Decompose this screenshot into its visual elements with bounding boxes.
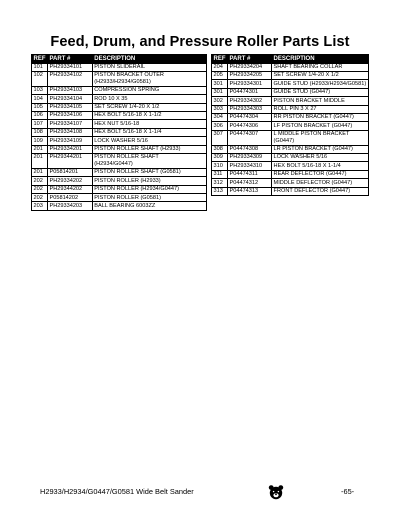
description-cell <box>92 120 206 128</box>
table-row <box>32 111 207 119</box>
header-ref: REF <box>33 55 46 62</box>
part-number-cell-text: PH29334102 <box>49 72 83 79</box>
ref-cell-text: 109 <box>33 137 43 144</box>
table-row <box>212 122 369 130</box>
description-cell-text: HEX NUT 5/16-18 <box>94 120 140 127</box>
description-cell <box>92 111 206 119</box>
ref-cell-text: 108 <box>33 129 43 136</box>
ref-cell-text: 201 <box>33 146 43 153</box>
part-number-cell <box>48 137 93 145</box>
table-header-row <box>32 55 207 64</box>
ref-cell <box>212 153 228 161</box>
ref-cell <box>32 120 48 128</box>
part-number-cell-text: PH29334108 <box>49 129 83 136</box>
table-row <box>212 80 369 88</box>
ref-cell-text: 307 <box>213 131 223 138</box>
description-cell-text: FRONT DEFLECTOR (G0447) <box>273 188 351 195</box>
part-number-cell <box>48 103 93 111</box>
description-cell <box>272 130 369 145</box>
part-number-cell <box>228 162 272 170</box>
ref-cell <box>212 63 228 71</box>
description-cell-text: ROD 10 X 35 <box>94 95 128 102</box>
part-number-cell-text: PH29334104 <box>49 95 83 102</box>
part-number-cell-text: PH29334106 <box>49 112 83 119</box>
description-cell <box>92 202 206 210</box>
description-cell <box>92 128 206 136</box>
ref-cell <box>212 130 228 145</box>
part-number-cell-text: PH29334201 <box>49 146 83 153</box>
table-row <box>212 105 369 113</box>
description-cell-text: PISTON ROLLER (G0581) <box>94 194 161 201</box>
description-cell <box>92 194 206 202</box>
part-number-cell <box>228 153 272 161</box>
description-cell <box>272 97 369 105</box>
table-row <box>212 97 369 105</box>
ref-cell-text: 301 <box>213 80 223 87</box>
description-cell <box>92 86 206 94</box>
description-cell-text: PISTON ROLLER SHAFT (G0581) <box>94 169 181 176</box>
part-number-cell <box>228 88 272 96</box>
part-number-cell <box>228 80 272 88</box>
part-number-cell-text: PH29334103 <box>49 87 83 94</box>
ref-cell-text: 201 <box>33 154 43 161</box>
ref-cell <box>32 71 48 86</box>
part-number-cell-text: PH29334205 <box>229 72 263 79</box>
part-number-cell-text: P04474312 <box>229 179 259 186</box>
part-number-cell-text: PH29344201 <box>49 154 83 161</box>
part-number-cell <box>228 113 272 121</box>
description-cell-text: PISTON ROLLER (H2934/G0447) <box>94 186 180 193</box>
part-number-cell <box>228 63 272 71</box>
ref-cell-text: 308 <box>213 146 223 153</box>
part-number-cell-text: P04474313 <box>229 188 259 195</box>
description-cell <box>272 80 369 88</box>
description-cell <box>272 71 369 79</box>
description-cell-text: HEX BOLT 5/16-18 X 1-1/4 <box>94 129 162 136</box>
description-cell-text: MIDDLE DEFLECTOR (G0447) <box>273 179 353 186</box>
part-number-cell-text: PH29334303 <box>229 106 263 113</box>
ref-cell-text: 303 <box>213 106 223 113</box>
part-number-cell-text: PH29334109 <box>49 137 83 144</box>
description-cell-text: LF PISTON BRACKET (G0447) <box>273 122 353 129</box>
part-number-cell <box>48 86 93 94</box>
part-number-cell-text: PH29334302 <box>229 97 263 104</box>
description-cell-text: SHAFT BEARING COLLAR <box>273 64 343 70</box>
ref-cell <box>32 168 48 176</box>
part-number-cell <box>48 168 93 176</box>
ref-cell-text: 104 <box>33 95 43 102</box>
table-row <box>212 113 369 121</box>
ref-cell-text: 101 <box>33 64 43 70</box>
header-description: DESCRIPTION <box>272 55 369 64</box>
description-cell-text: PISTON ROLLER (H2933) <box>94 177 161 184</box>
ref-cell <box>212 179 228 187</box>
part-number-cell-text: PH29334101 <box>49 64 83 70</box>
header-description: DESCRIPTION <box>92 55 206 64</box>
table-row <box>32 194 207 202</box>
description-cell-text: COMPRESSION SPRING <box>94 87 160 94</box>
part-number-cell <box>48 63 93 71</box>
description-cell-text: HEX BOLT 5/16-18 X 1-1/4 <box>273 162 341 169</box>
ref-cell <box>32 185 48 193</box>
part-number-cell <box>48 120 93 128</box>
part-number-cell <box>48 177 93 185</box>
ref-cell <box>32 194 48 202</box>
part-number-cell-text: PH29334107 <box>49 120 83 127</box>
ref-cell-text: 301 <box>213 89 223 96</box>
description-cell-text: HEX BOLT 5/16-18 X 1-1/2 <box>94 112 162 119</box>
ref-cell-text: 106 <box>33 112 43 119</box>
part-number-cell <box>48 153 93 168</box>
description-cell <box>92 185 206 193</box>
footer-model-text: H2933/H2934/G0447/G0581 Wide Belt Sander <box>40 487 194 496</box>
ref-cell <box>32 202 48 210</box>
part-number-cell <box>48 71 93 86</box>
part-number-cell <box>228 187 272 195</box>
part-number-cell <box>228 71 272 79</box>
description-line-2: (G0447) <box>273 137 295 144</box>
description-cell <box>92 95 206 103</box>
table-row <box>32 103 207 111</box>
description-line-2: (H2934/G0447) <box>94 160 133 167</box>
page-title: Feed, Drum, and Pressure Roller Parts List <box>50 34 350 50</box>
ref-cell-text: 312 <box>213 179 223 186</box>
description-cell-text: ROLL PIN 3 X 27 <box>273 106 317 113</box>
ref-cell <box>212 88 228 96</box>
ref-cell <box>32 153 48 168</box>
table-row <box>212 187 369 195</box>
description-cell-text: GUIDE STUD (G0447) <box>273 89 331 96</box>
ref-cell <box>32 111 48 119</box>
part-number-cell-text: P05814201 <box>49 169 79 176</box>
parts-table-left <box>31 54 207 211</box>
ref-cell-text: 202 <box>33 177 43 184</box>
part-number-cell-text: PH29334203 <box>49 202 83 209</box>
table-row <box>32 71 207 86</box>
description-cell <box>272 63 369 71</box>
table-row <box>32 153 207 168</box>
ref-cell <box>32 95 48 103</box>
part-number-cell-text: P04474308 <box>229 146 259 153</box>
description-cell-text: PISTON SLIDERAIL <box>94 64 146 70</box>
ref-cell-text: 202 <box>33 186 43 193</box>
ref-cell <box>212 122 228 130</box>
part-number-cell-text: P04474311 <box>229 171 258 178</box>
ref-cell <box>212 113 228 121</box>
description-cell-text: PISTON BRACKET MIDDLE <box>273 97 345 104</box>
ref-cell <box>32 63 48 71</box>
part-number-cell-text: PH29344202 <box>49 186 83 193</box>
description-cell <box>272 153 369 161</box>
part-number-cell <box>48 185 93 193</box>
ref-cell-text: 306 <box>213 122 223 129</box>
description-cell <box>272 179 369 187</box>
description-cell-text: PISTON ROLLER SHAFT (H2933) <box>94 146 181 153</box>
description-line-2: (H2933/H2934/G0581) <box>94 78 151 85</box>
page-number: -65- <box>341 487 355 496</box>
description-cell-text: PISTON ROLLER SHAFT <box>94 154 159 161</box>
description-cell <box>92 177 206 185</box>
table-row <box>212 63 369 71</box>
ref-cell-text: 204 <box>213 64 223 70</box>
table-row <box>212 145 369 153</box>
table-row <box>32 137 207 145</box>
ref-cell-text: 202 <box>33 194 43 201</box>
part-number-cell <box>228 170 272 178</box>
table-row <box>32 128 207 136</box>
header-ref: REF <box>213 55 226 62</box>
part-number-cell-text: P04474301 <box>229 89 259 96</box>
part-number-cell-text: P04474307 <box>229 131 259 138</box>
part-number-cell <box>48 111 93 119</box>
ref-cell <box>212 105 228 113</box>
description-cell <box>272 105 369 113</box>
part-number-cell <box>228 122 272 130</box>
table-row <box>32 185 207 193</box>
part-number-cell <box>48 194 93 202</box>
part-number-cell <box>228 105 272 113</box>
description-cell-text: SET SCREW 1/4-20 X 1/2 <box>94 104 160 111</box>
ref-cell <box>32 177 48 185</box>
ref-cell <box>32 103 48 111</box>
description-cell <box>272 122 369 130</box>
part-number-cell-text: P05814202 <box>49 194 79 201</box>
description-cell <box>92 153 206 168</box>
ref-cell-text: 205 <box>213 72 223 79</box>
part-number-cell <box>48 202 93 210</box>
parts-table-right <box>211 54 369 196</box>
bear-logo-icon <box>268 484 284 500</box>
header-part: PART # <box>228 55 272 64</box>
description-cell <box>272 145 369 153</box>
part-number-cell-text: PH29334310 <box>229 162 263 169</box>
ref-cell-text: 309 <box>213 154 223 161</box>
ref-cell <box>32 145 48 153</box>
ref-cell <box>212 162 228 170</box>
table-row <box>32 86 207 94</box>
description-cell-text: SET SCREW 1/4-20 X 1/2 <box>273 72 339 79</box>
description-cell-text: REAR DEFLECTOR (G0447) <box>273 171 347 178</box>
part-number-cell <box>48 128 93 136</box>
description-cell <box>272 88 369 96</box>
part-number-cell-text: P04474306 <box>229 122 259 129</box>
table-row <box>212 88 369 96</box>
table-row <box>212 153 369 161</box>
part-number-cell <box>228 145 272 153</box>
ref-cell-text: 102 <box>33 72 43 79</box>
description-cell <box>92 103 206 111</box>
ref-cell-text: 304 <box>213 114 223 121</box>
ref-cell-text: 302 <box>213 97 223 104</box>
ref-cell-text: 105 <box>33 104 43 111</box>
description-cell <box>272 170 369 178</box>
table-row <box>32 63 207 71</box>
ref-cell <box>32 128 48 136</box>
ref-cell-text: 313 <box>213 188 223 195</box>
ref-cell-text: 103 <box>33 87 43 94</box>
description-cell <box>92 145 206 153</box>
table-header-row <box>212 55 369 64</box>
table-row <box>32 202 207 210</box>
part-number-cell-text: PH29334301 <box>229 80 263 87</box>
ref-cell <box>212 187 228 195</box>
table-row <box>212 130 369 145</box>
part-number-cell-text: PH29334204 <box>229 64 263 70</box>
ref-cell <box>212 170 228 178</box>
table-row <box>32 95 207 103</box>
part-number-cell-text: PH29334202 <box>49 177 83 184</box>
description-cell-text: RR PISTON BRACKET (G0447) <box>273 114 354 121</box>
description-cell <box>272 187 369 195</box>
part-number-cell-text: PH29334105 <box>49 104 83 111</box>
part-number-cell <box>48 145 93 153</box>
table-row <box>212 170 369 178</box>
ref-cell <box>212 80 228 88</box>
description-cell-text: L MIDDLE PISTON BRACKET <box>273 131 350 138</box>
description-cell <box>92 168 206 176</box>
description-cell <box>92 63 206 71</box>
ref-cell-text: 201 <box>33 169 43 176</box>
table-row <box>32 145 207 153</box>
table-row <box>32 120 207 128</box>
part-number-cell-text: PH29334309 <box>229 154 263 161</box>
ref-cell <box>32 86 48 94</box>
table-row <box>32 177 207 185</box>
description-cell-text: GUIDE STUD (H2933/H2934/G0581) <box>273 80 367 87</box>
part-number-cell <box>48 95 93 103</box>
description-cell-text: LOCK WASHER 5/16 <box>94 137 148 144</box>
ref-cell-text: 311 <box>213 171 223 178</box>
description-cell-text: LOCK WASHER 5/16 <box>273 154 328 161</box>
description-cell <box>92 137 206 145</box>
description-cell <box>272 113 369 121</box>
table-row <box>212 179 369 187</box>
table-row <box>212 162 369 170</box>
description-cell <box>272 162 369 170</box>
ref-cell-text: 107 <box>33 120 43 127</box>
ref-cell-text: 310 <box>213 162 223 169</box>
ref-cell <box>32 137 48 145</box>
description-cell-text: LR PISTON BRACKET (G0447) <box>273 146 353 153</box>
description-cell-text: PISTON BRACKET OUTER <box>94 72 164 79</box>
part-number-cell <box>228 97 272 105</box>
ref-cell-text: 203 <box>33 202 43 209</box>
table-row <box>32 168 207 176</box>
description-cell-text: BALL BEARING 6003ZZ <box>94 202 156 209</box>
part-number-cell <box>228 179 272 187</box>
ref-cell <box>212 145 228 153</box>
ref-cell <box>212 97 228 105</box>
header-part: PART # <box>48 55 93 64</box>
part-number-cell-text: P04474304 <box>229 114 259 121</box>
ref-cell <box>212 71 228 79</box>
table-row <box>212 71 369 79</box>
description-cell <box>92 71 206 86</box>
part-number-cell <box>228 130 272 145</box>
